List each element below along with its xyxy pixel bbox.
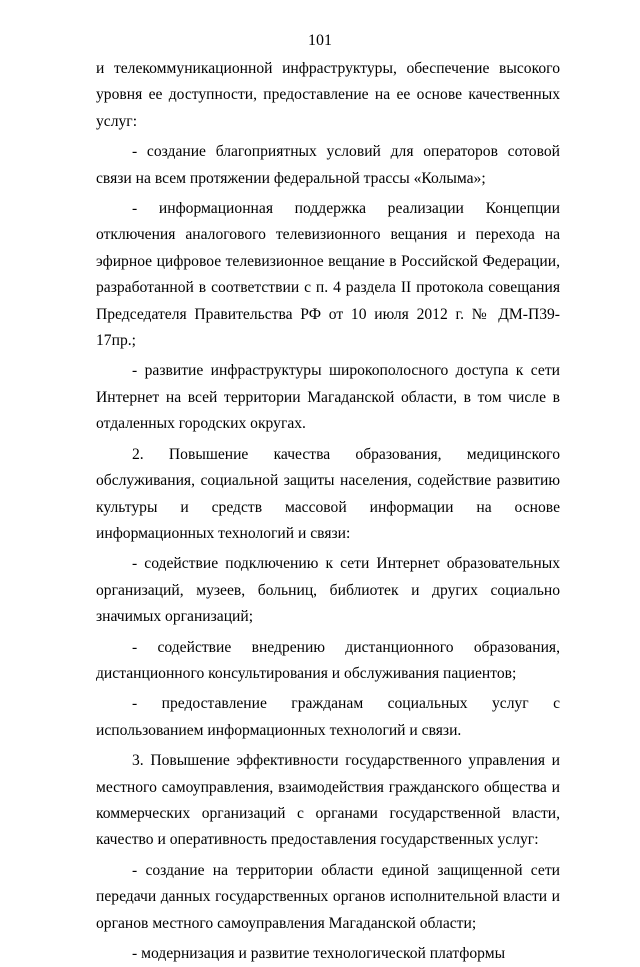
paragraph-section-3: 3. Повышение эффективности государственного управления и местного самоуправления, взаимодействия гражданского общества и коммерческих организаций с органами государственной власти, качество и оперативность предоставления государственных услуг:: [96, 752, 560, 849]
document-body: [96, 56, 560, 967]
list-item-internet-connection: - содействие подключению к сети Интернет образовательных организаций, музеев, больниц, библиотек и других социально значимых организаций;: [96, 555, 560, 626]
list-item-platform-modernization: - модернизация и развитие технологической платформы: [132, 945, 506, 962]
page-number: 101: [308, 32, 332, 49]
list-item-digital-tv-support: - информационная поддержка реализации Концепции отключения аналогового телевизионного вещания и перехода на эфирное цифровое телевизионное вещание в Российской Федерации, разработанной в соответствии с п. 4 раздела II протокола совещания Председателя Правительства РФ от 10 июля 2012 г. № ДМ-П39-17пр.;: [96, 200, 560, 350]
paragraph-section-2: 2. Повышение качества образования, медицинского обслуживания, социальной защиты населения, содействие развитию культуры и средств массовой информации на основе информационных технологий и связи:: [96, 445, 560, 542]
list-item-social-services: - предоставление гражданам социальных услуг с использованием информационных технологий и связи.: [96, 695, 560, 739]
list-item-cellular-conditions: - создание благоприятных условий для операторов сотовой связи на всем протяжении федеральной трассы «Колыма»;: [96, 143, 560, 187]
paragraph-intro-continuation: и телекоммуникационной инфраструктуры, обеспечение высокого уровня ее доступности, предоставление на ее основе качественных услуг:: [96, 60, 560, 130]
list-item-secure-network: - создание на территории области единой защищенной сети передачи данных государственных органов исполнительной власти и органов местного самоуправления Магаданской области;: [96, 861, 560, 932]
list-item-broadband-development: - развитие инфраструктуры широкополосного доступа к сети Интернет на всей территории Магаданской области, в том числе в отдаленных городских округах.: [96, 362, 560, 433]
list-item-distance-education: - содействие внедрению дистанционного образования, дистанционного консультирования и обслуживания пациентов;: [96, 638, 560, 682]
